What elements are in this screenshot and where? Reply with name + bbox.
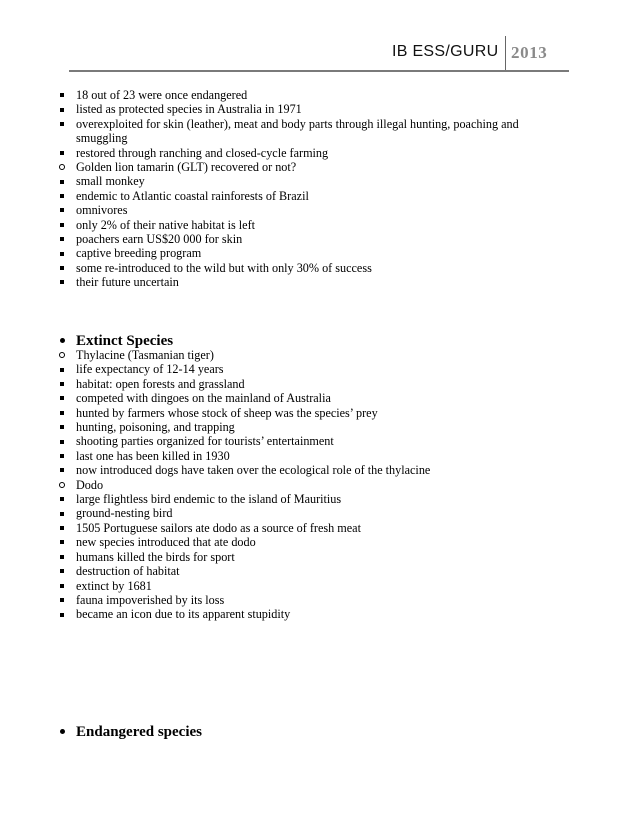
list-item xyxy=(0,203,638,217)
square-bullet-icon xyxy=(56,275,68,289)
list-item-text: ground-nesting bird xyxy=(76,506,173,521)
list-item-text: last one has been killed in 1930 xyxy=(76,448,230,463)
circle-bullet-icon xyxy=(56,478,68,492)
square-bullet-icon xyxy=(56,377,68,391)
square-bullet-icon xyxy=(56,391,68,405)
square-bullet-icon xyxy=(56,174,68,188)
square-bullet-icon xyxy=(56,506,68,520)
circle-bullet-icon xyxy=(56,348,68,362)
list-item xyxy=(0,550,638,564)
list-item-text: Dodo xyxy=(76,477,104,492)
list-item-text: some re-introduced to the wild but with only 30% of success xyxy=(76,260,372,275)
list-item xyxy=(0,160,638,174)
square-bullet-icon xyxy=(56,579,68,593)
list-item xyxy=(0,420,638,434)
square-bullet-icon xyxy=(56,117,68,131)
list-item-text: now introduced dogs have taken over the ecological role of the thylacine xyxy=(76,463,431,478)
list-item xyxy=(0,521,638,535)
square-bullet-icon xyxy=(56,189,68,203)
list-item-text: extinct by 1681 xyxy=(76,578,152,593)
list-item-text: omnivores xyxy=(76,203,128,218)
list-item xyxy=(0,535,638,549)
extinct-species-list xyxy=(0,348,638,622)
list-item xyxy=(0,391,638,405)
list-item xyxy=(0,449,638,463)
square-bullet-icon xyxy=(56,406,68,420)
document-header-title: IB ESS/GURU xyxy=(392,43,499,60)
list-item xyxy=(0,579,638,593)
list-item xyxy=(0,478,638,492)
list-item-text: only 2% of their native habitat is left xyxy=(76,217,256,232)
list-item-text: captive breeding program xyxy=(76,246,202,261)
list-item-text: hunting, poisoning, and trapping xyxy=(76,420,235,435)
list-item xyxy=(0,174,638,188)
list-item-text: Golden lion tamarin (GLT) recovered or not? xyxy=(76,160,297,175)
list-item-text: life expectancy of 12-14 years xyxy=(76,362,224,377)
square-bullet-icon xyxy=(56,550,68,564)
header-rule xyxy=(69,70,569,72)
list-item xyxy=(0,261,638,275)
list-item-text: small monkey xyxy=(76,174,145,189)
list-item-text: restored through ranching and closed-cycle farming xyxy=(76,145,329,160)
list-item xyxy=(0,593,638,607)
header-separator xyxy=(505,36,506,70)
list-item xyxy=(0,564,638,578)
list-item xyxy=(0,607,638,621)
list-item-text: became an icon due to its apparent stupidity xyxy=(76,607,291,622)
list-item-text: 1505 Portuguese sailors ate dodo as a source of fresh meat xyxy=(76,520,361,535)
list-item xyxy=(0,406,638,420)
list-item xyxy=(0,275,638,289)
square-bullet-icon xyxy=(56,362,68,376)
list-item xyxy=(0,146,638,160)
section-heading-text: Extinct Species xyxy=(76,333,174,349)
heading-bullet-icon xyxy=(56,723,68,741)
list-item xyxy=(0,102,638,116)
square-bullet-icon xyxy=(56,420,68,434)
list-item-text: shooting parties organized for tourists’ entertainment xyxy=(76,434,334,449)
list-item xyxy=(0,492,638,506)
square-bullet-icon xyxy=(56,564,68,578)
list-item-text: destruction of habitat xyxy=(76,564,180,579)
list-item xyxy=(0,506,638,520)
list-item-text: endemic to Atlantic coastal rainforests of Brazil xyxy=(76,188,309,203)
square-bullet-icon xyxy=(56,535,68,549)
list-item-text: Thylacine (Tasmanian tiger) xyxy=(76,348,214,362)
list-item xyxy=(0,377,638,391)
square-bullet-icon xyxy=(56,146,68,160)
list-item-text: large flightless bird endemic to the island of Mauritius xyxy=(76,492,342,507)
square-bullet-icon xyxy=(56,246,68,260)
circle-bullet-icon xyxy=(56,160,68,174)
square-bullet-icon xyxy=(56,492,68,506)
document-header-year: 2013 xyxy=(511,43,548,62)
list-item xyxy=(0,218,638,232)
list-item-text: fauna impoverished by its loss xyxy=(76,592,225,607)
list-item-text: new species introduced that ate dodo xyxy=(76,535,256,550)
list-item-text: habitat: open forests and grassland xyxy=(76,376,245,391)
square-bullet-icon xyxy=(56,463,68,477)
list-item xyxy=(0,246,638,260)
list-item-text: humans killed the birds for sport xyxy=(76,549,235,564)
list-item xyxy=(0,117,638,146)
list-item xyxy=(0,88,638,102)
list-item-text: overexploited for skin (leather), meat and body parts through illegal hunting, poaching and smuggling xyxy=(76,116,519,146)
list-item-text: 18 out of 23 were once endangered xyxy=(76,88,248,102)
section-heading-text: Endangered species xyxy=(76,724,202,740)
species-notes-list xyxy=(0,88,638,290)
list-item xyxy=(0,189,638,203)
list-item-text: poachers earn US$20 000 for skin xyxy=(76,232,243,247)
square-bullet-icon xyxy=(56,434,68,448)
square-bullet-icon xyxy=(56,232,68,246)
square-bullet-icon xyxy=(56,203,68,217)
list-item xyxy=(0,434,638,448)
list-item-text: competed with dingoes on the mainland of Australia xyxy=(76,391,331,406)
section-heading-endangered-species xyxy=(0,723,638,741)
square-bullet-icon xyxy=(56,218,68,232)
list-item xyxy=(0,348,638,362)
list-item xyxy=(0,232,638,246)
square-bullet-icon xyxy=(56,521,68,535)
list-item xyxy=(0,463,638,477)
square-bullet-icon xyxy=(56,102,68,116)
list-item-text: listed as protected species in Australia in 1971 xyxy=(76,102,302,117)
square-bullet-icon xyxy=(56,88,68,102)
square-bullet-icon xyxy=(56,261,68,275)
square-bullet-icon xyxy=(56,607,68,621)
square-bullet-icon xyxy=(56,449,68,463)
list-item-text: hunted by farmers whose stock of sheep was the species’ prey xyxy=(76,405,378,420)
square-bullet-icon xyxy=(56,593,68,607)
list-item-text: their future uncertain xyxy=(76,275,179,290)
list-item xyxy=(0,362,638,376)
